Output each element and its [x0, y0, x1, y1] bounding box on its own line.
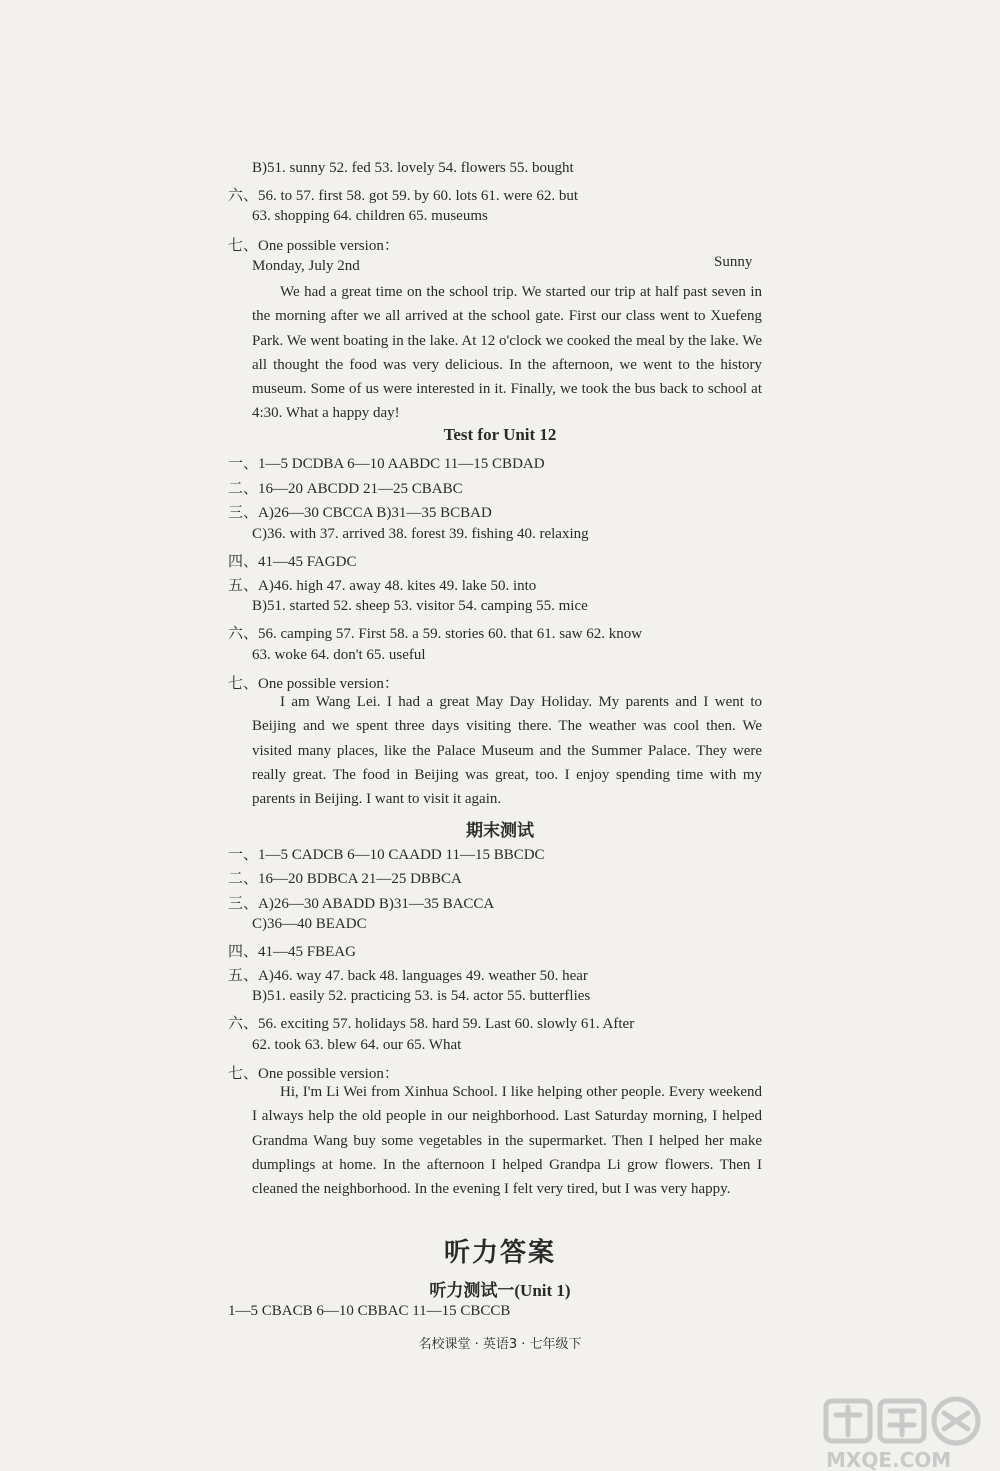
section-label: 七、One possible version：	[228, 238, 399, 254]
svg-text:MXQE.COM: MXQE.COM	[826, 1448, 952, 1471]
section-label: 七、One possible version：	[228, 1066, 399, 1082]
section-heading-final: 期末测试	[466, 821, 534, 840]
answer-line: 一、1—5 CADCB 6—10 CAADD 11—15 BBCDC	[228, 847, 545, 863]
answer-line: C)36. with 37. arrived 38. forest 39. fishing 40. relaxing	[252, 526, 589, 542]
essay-paragraph	[252, 690, 762, 811]
answer-line: 63. woke 64. don't 65. useful	[252, 647, 426, 663]
essay-paragraph	[252, 280, 762, 426]
answer-line: 六、56. to 57. first 58. got 59. by 60. lots 61. were 62. but	[228, 188, 578, 204]
page-footer: 名校课堂 · 英语3 · 七年级下	[418, 1337, 582, 1352]
answer-line: 一、1—5 DCDBA 6—10 AABDC 11—15 CBDAD	[228, 456, 545, 472]
answer-line: B)51. started 52. sheep 53. visitor 54. camping 55. mice	[252, 598, 588, 614]
answer-line: 1—5 CBACB 6—10 CBBAC 11—15 CBCCB	[228, 1303, 511, 1319]
answer-line: 四、41—45 FAGDC	[228, 554, 357, 570]
answer-line: C)36—40 BEADC	[252, 916, 367, 932]
answer-line: 五、A)46. high 47. away 48. kites 49. lake 50. into	[228, 578, 537, 594]
answer-line: 五、A)46. way 47. back 48. languages 49. weather 50. hear	[228, 968, 588, 984]
section-heading-unit12: Test for Unit 12	[443, 425, 557, 444]
essay-weather: Sunny	[714, 254, 753, 270]
answer-line: B)51. easily 52. practicing 53. is 54. actor 55. butterflies	[252, 988, 591, 1004]
essay-text: We had a great time on the school trip. We started our trip at half past seven in the morning after we all arrived at the school gate. First our class went to Xuefeng Park. We went boating in the lake. At 12 o'clock we cooked the meal by the lake. We all thought the food was very delicious. In the afternoon, we went to the history museum. Some of us were interested in it. Finally, we took the bus back to school at 4:30. What a happy day!	[252, 284, 762, 422]
answer-line: 三、A)26—30 CBCCA B)31—35 BCBAD	[228, 505, 492, 521]
watermark-logo-icon	[820, 1395, 990, 1471]
answer-line: 六、56. camping 57. First 58. a 59. stories 60. that 61. saw 62. know	[228, 626, 643, 642]
listening-heading: 听力答案	[443, 1238, 556, 1267]
essay-paragraph	[252, 1080, 762, 1201]
answer-line: 62. took 63. blew 64. our 65. What	[252, 1037, 462, 1053]
essay-text: I am Wang Lei. I had a great May Day Holiday. My parents and I went to Beijing and we spent three days visiting there. The weather was cool then. We visited many places, like the Palace Museum and the Summer Palace. They were really great. The food in Beijing was great, too. I enjoy spending time with my parents in Beijing. I want to visit it again.	[252, 694, 762, 808]
section-label: 七、One possible version：	[228, 676, 399, 692]
answer-line: 四、41—45 FBEAG	[228, 944, 356, 960]
essay-date: Monday, July 2nd	[252, 258, 360, 274]
answer-line: 63. shopping 64. children 65. museums	[252, 208, 488, 224]
listening-subheading: 听力测试一(Unit 1)	[429, 1281, 571, 1300]
essay-text: Hi, I'm Li Wei from Xinhua School. I like helping other people. Every weekend I always help the old people in our neighborhood. Last Saturday morning, I helped Grandma Wang buy some vegetables in the supermarket. Then I helped her make dumplings at home. In the afternoon I helped Grandpa Li grow flowers. Then I cleaned the neighborhood. In the evening I felt very tired, but I was very happy.	[252, 1084, 762, 1198]
answer-line: 六、56. exciting 57. holidays 58. hard 59. Last 60. slowly 61. After	[228, 1016, 635, 1032]
answer-line: 二、16—20 BDBCA 21—25 DBBCA	[228, 871, 462, 887]
answer-line: 二、16—20 ABCDD 21—25 CBABC	[228, 481, 463, 497]
answer-line: 三、A)26—30 ABADD B)31—35 BACCA	[228, 896, 495, 912]
answer-line: B)51. sunny 52. fed 53. lovely 54. flowers 55. bought	[252, 160, 574, 176]
